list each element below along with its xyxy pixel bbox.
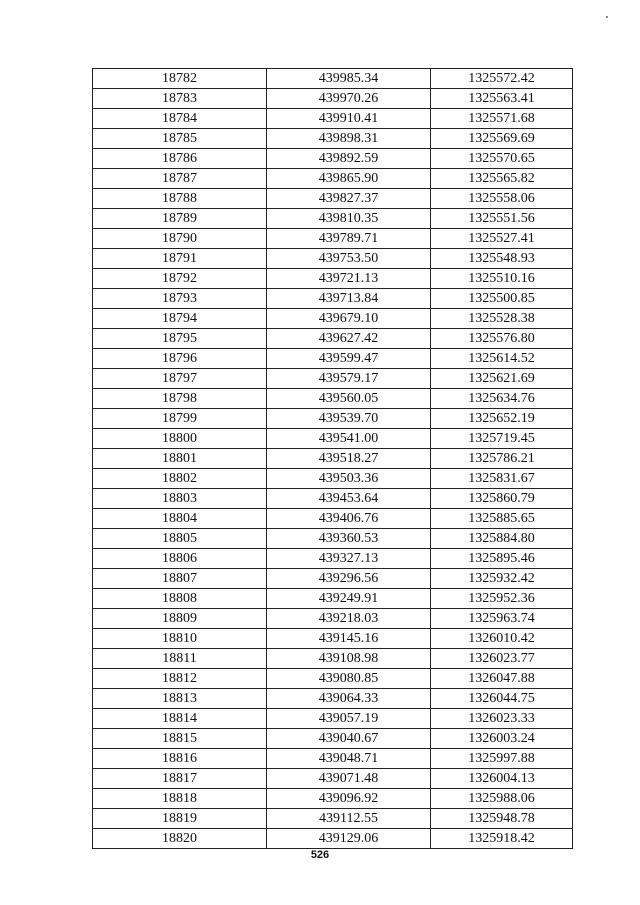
table-row xyxy=(93,729,573,749)
x-coordinate-cell: 439599.47 xyxy=(267,349,431,369)
table-row xyxy=(93,809,573,829)
table-row xyxy=(93,69,573,89)
point-id-cell: 18787 xyxy=(93,169,267,189)
table-row xyxy=(93,149,573,169)
y-coordinate-cell: 1325621.69 xyxy=(431,369,573,389)
y-coordinate-cell: 1325963.74 xyxy=(431,609,573,629)
x-coordinate-cell: 439296.56 xyxy=(267,569,431,589)
table-row xyxy=(93,409,573,429)
y-coordinate-cell: 1326004.13 xyxy=(431,769,573,789)
x-coordinate-cell: 439753.50 xyxy=(267,249,431,269)
point-id-cell: 18819 xyxy=(93,809,267,829)
page-number: 526 xyxy=(310,849,330,861)
y-coordinate-cell: 1325569.69 xyxy=(431,129,573,149)
x-coordinate-cell: 439898.31 xyxy=(267,129,431,149)
x-coordinate-cell: 439679.10 xyxy=(267,309,431,329)
point-id-cell: 18791 xyxy=(93,249,267,269)
table-row xyxy=(93,589,573,609)
page-mark xyxy=(606,16,608,18)
y-coordinate-cell: 1325565.82 xyxy=(431,169,573,189)
table-row xyxy=(93,629,573,649)
y-coordinate-cell: 1326003.24 xyxy=(431,729,573,749)
table-row xyxy=(93,749,573,769)
coordinate-table-body xyxy=(93,69,573,849)
point-id-cell: 18809 xyxy=(93,609,267,629)
y-coordinate-cell: 1325786.21 xyxy=(431,449,573,469)
x-coordinate-cell: 439112.55 xyxy=(267,809,431,829)
table-row xyxy=(93,829,573,849)
x-coordinate-cell: 439810.35 xyxy=(267,209,431,229)
table-row xyxy=(93,269,573,289)
y-coordinate-cell: 1325952.36 xyxy=(431,589,573,609)
x-coordinate-cell: 439108.98 xyxy=(267,649,431,669)
y-coordinate-cell: 1325932.42 xyxy=(431,569,573,589)
table-row xyxy=(93,129,573,149)
x-coordinate-cell: 439064.33 xyxy=(267,689,431,709)
table-row xyxy=(93,789,573,809)
coordinate-table xyxy=(92,68,573,849)
y-coordinate-cell: 1325895.46 xyxy=(431,549,573,569)
coordinate-table-container xyxy=(92,68,572,849)
x-coordinate-cell: 439071.48 xyxy=(267,769,431,789)
table-row xyxy=(93,569,573,589)
y-coordinate-cell: 1325918.42 xyxy=(431,829,573,849)
table-row xyxy=(93,209,573,229)
point-id-cell: 18820 xyxy=(93,829,267,849)
point-id-cell: 18801 xyxy=(93,449,267,469)
y-coordinate-cell: 1326023.33 xyxy=(431,709,573,729)
y-coordinate-cell: 1325831.67 xyxy=(431,469,573,489)
point-id-cell: 18810 xyxy=(93,629,267,649)
x-coordinate-cell: 439518.27 xyxy=(267,449,431,469)
point-id-cell: 18784 xyxy=(93,109,267,129)
point-id-cell: 18802 xyxy=(93,469,267,489)
x-coordinate-cell: 439541.00 xyxy=(267,429,431,449)
y-coordinate-cell: 1325570.65 xyxy=(431,149,573,169)
point-id-cell: 18783 xyxy=(93,89,267,109)
x-coordinate-cell: 439040.67 xyxy=(267,729,431,749)
x-coordinate-cell: 439865.90 xyxy=(267,169,431,189)
point-id-cell: 18799 xyxy=(93,409,267,429)
y-coordinate-cell: 1326047.88 xyxy=(431,669,573,689)
x-coordinate-cell: 439249.91 xyxy=(267,589,431,609)
y-coordinate-cell: 1325860.79 xyxy=(431,489,573,509)
point-id-cell: 18804 xyxy=(93,509,267,529)
x-coordinate-cell: 439910.41 xyxy=(267,109,431,129)
x-coordinate-cell: 439503.36 xyxy=(267,469,431,489)
point-id-cell: 18800 xyxy=(93,429,267,449)
point-id-cell: 18818 xyxy=(93,789,267,809)
y-coordinate-cell: 1325527.41 xyxy=(431,229,573,249)
y-coordinate-cell: 1325500.85 xyxy=(431,289,573,309)
table-row xyxy=(93,429,573,449)
point-id-cell: 18805 xyxy=(93,529,267,549)
table-row xyxy=(93,669,573,689)
table-row xyxy=(93,289,573,309)
point-id-cell: 18808 xyxy=(93,589,267,609)
table-row xyxy=(93,509,573,529)
x-coordinate-cell: 439827.37 xyxy=(267,189,431,209)
y-coordinate-cell: 1326044.75 xyxy=(431,689,573,709)
point-id-cell: 18817 xyxy=(93,769,267,789)
point-id-cell: 18806 xyxy=(93,549,267,569)
table-row xyxy=(93,449,573,469)
point-id-cell: 18797 xyxy=(93,369,267,389)
x-coordinate-cell: 439327.13 xyxy=(267,549,431,569)
point-id-cell: 18795 xyxy=(93,329,267,349)
y-coordinate-cell: 1325563.41 xyxy=(431,89,573,109)
y-coordinate-cell: 1325551.56 xyxy=(431,209,573,229)
point-id-cell: 18803 xyxy=(93,489,267,509)
y-coordinate-cell: 1325571.68 xyxy=(431,109,573,129)
point-id-cell: 18798 xyxy=(93,389,267,409)
y-coordinate-cell: 1325572.42 xyxy=(431,69,573,89)
x-coordinate-cell: 439713.84 xyxy=(267,289,431,309)
point-id-cell: 18792 xyxy=(93,269,267,289)
table-row xyxy=(93,389,573,409)
table-row xyxy=(93,89,573,109)
table-row xyxy=(93,169,573,189)
x-coordinate-cell: 439080.85 xyxy=(267,669,431,689)
y-coordinate-cell: 1325548.93 xyxy=(431,249,573,269)
table-row xyxy=(93,229,573,249)
x-coordinate-cell: 439218.03 xyxy=(267,609,431,629)
point-id-cell: 18816 xyxy=(93,749,267,769)
point-id-cell: 18790 xyxy=(93,229,267,249)
table-row xyxy=(93,769,573,789)
table-row xyxy=(93,489,573,509)
x-coordinate-cell: 439721.13 xyxy=(267,269,431,289)
point-id-cell: 18811 xyxy=(93,649,267,669)
y-coordinate-cell: 1325634.76 xyxy=(431,389,573,409)
y-coordinate-cell: 1325576.80 xyxy=(431,329,573,349)
point-id-cell: 18813 xyxy=(93,689,267,709)
point-id-cell: 18812 xyxy=(93,669,267,689)
point-id-cell: 18815 xyxy=(93,729,267,749)
table-row xyxy=(93,309,573,329)
x-coordinate-cell: 439048.71 xyxy=(267,749,431,769)
y-coordinate-cell: 1325614.52 xyxy=(431,349,573,369)
x-coordinate-cell: 439985.34 xyxy=(267,69,431,89)
point-id-cell: 18814 xyxy=(93,709,267,729)
y-coordinate-cell: 1325948.78 xyxy=(431,809,573,829)
y-coordinate-cell: 1325652.19 xyxy=(431,409,573,429)
y-coordinate-cell: 1325558.06 xyxy=(431,189,573,209)
point-id-cell: 18786 xyxy=(93,149,267,169)
table-row xyxy=(93,349,573,369)
point-id-cell: 18789 xyxy=(93,209,267,229)
x-coordinate-cell: 439453.64 xyxy=(267,489,431,509)
x-coordinate-cell: 439789.71 xyxy=(267,229,431,249)
table-row xyxy=(93,649,573,669)
point-id-cell: 18785 xyxy=(93,129,267,149)
point-id-cell: 18788 xyxy=(93,189,267,209)
table-row xyxy=(93,529,573,549)
point-id-cell: 18807 xyxy=(93,569,267,589)
x-coordinate-cell: 439406.76 xyxy=(267,509,431,529)
y-coordinate-cell: 1325997.88 xyxy=(431,749,573,769)
x-coordinate-cell: 439579.17 xyxy=(267,369,431,389)
table-row xyxy=(93,549,573,569)
y-coordinate-cell: 1325719.45 xyxy=(431,429,573,449)
x-coordinate-cell: 439129.06 xyxy=(267,829,431,849)
y-coordinate-cell: 1325885.65 xyxy=(431,509,573,529)
table-row xyxy=(93,189,573,209)
table-row xyxy=(93,609,573,629)
point-id-cell: 18793 xyxy=(93,289,267,309)
point-id-cell: 18794 xyxy=(93,309,267,329)
y-coordinate-cell: 1325528.38 xyxy=(431,309,573,329)
y-coordinate-cell: 1326010.42 xyxy=(431,629,573,649)
x-coordinate-cell: 439627.42 xyxy=(267,329,431,349)
x-coordinate-cell: 439539.70 xyxy=(267,409,431,429)
table-row xyxy=(93,109,573,129)
table-row xyxy=(93,329,573,349)
x-coordinate-cell: 439360.53 xyxy=(267,529,431,549)
y-coordinate-cell: 1325884.80 xyxy=(431,529,573,549)
x-coordinate-cell: 439892.59 xyxy=(267,149,431,169)
x-coordinate-cell: 439096.92 xyxy=(267,789,431,809)
x-coordinate-cell: 439057.19 xyxy=(267,709,431,729)
y-coordinate-cell: 1325510.16 xyxy=(431,269,573,289)
table-row xyxy=(93,249,573,269)
table-row xyxy=(93,469,573,489)
table-row xyxy=(93,369,573,389)
table-row xyxy=(93,689,573,709)
y-coordinate-cell: 1326023.77 xyxy=(431,649,573,669)
y-coordinate-cell: 1325988.06 xyxy=(431,789,573,809)
point-id-cell: 18782 xyxy=(93,69,267,89)
point-id-cell: 18796 xyxy=(93,349,267,369)
x-coordinate-cell: 439560.05 xyxy=(267,389,431,409)
x-coordinate-cell: 439970.26 xyxy=(267,89,431,109)
x-coordinate-cell: 439145.16 xyxy=(267,629,431,649)
table-row xyxy=(93,709,573,729)
